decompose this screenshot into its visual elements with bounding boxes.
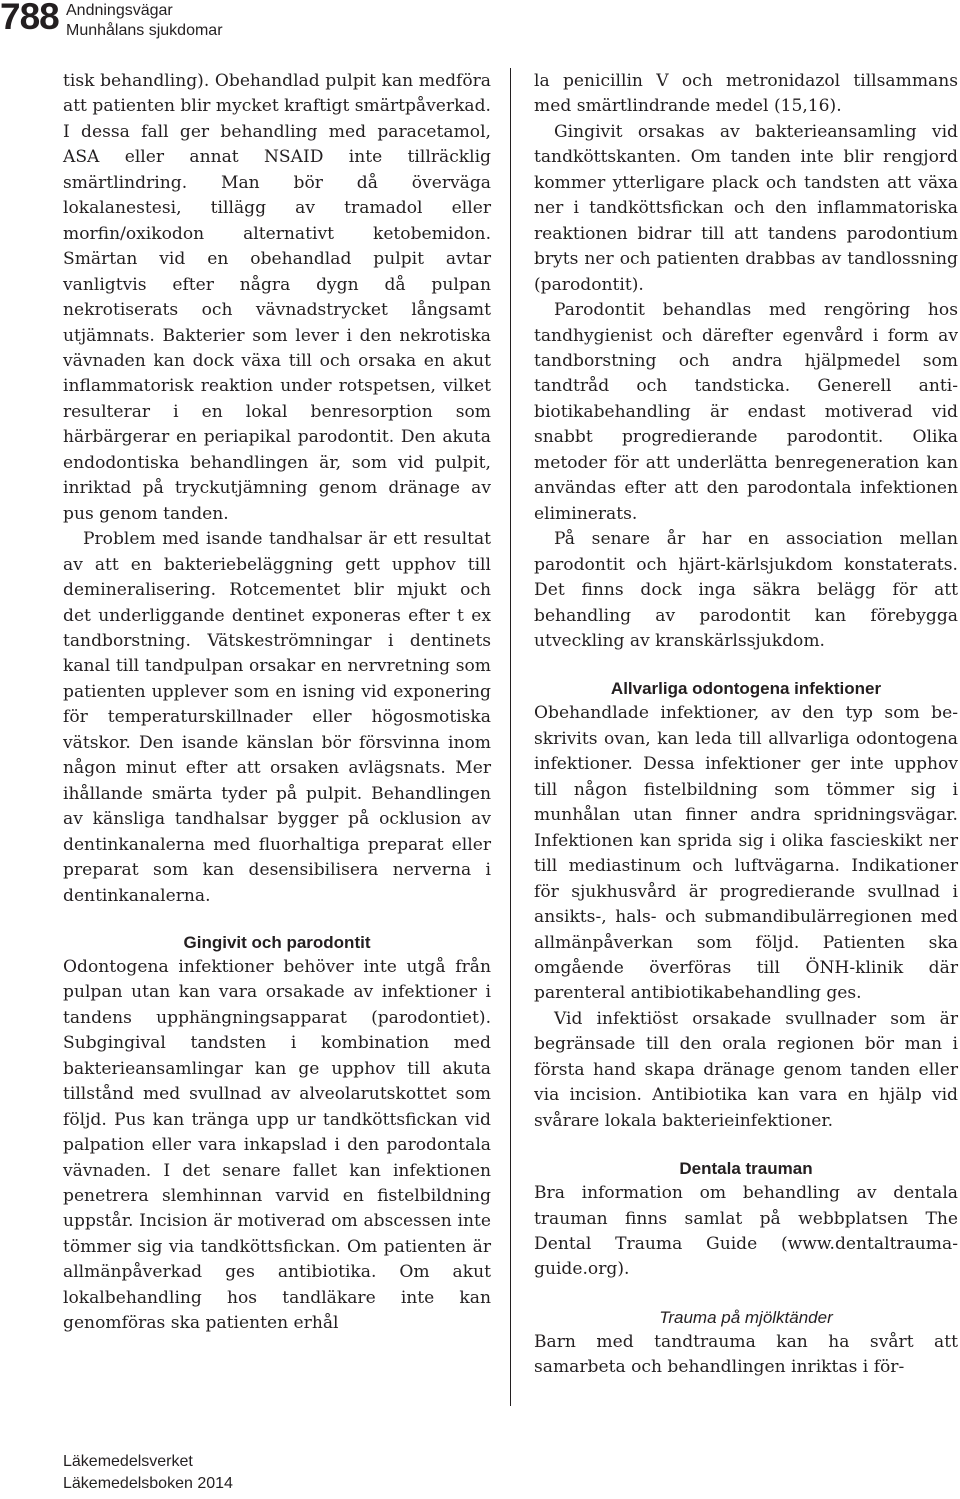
footer-publisher: Läkemedelsverket [63,1453,193,1470]
paragraph: tisk behandling). Obehandlad pulpit kan medföra att patienten blir mycket kraftigt smärtpåverkad. I dessa fall ger behandling med paracetamol, ASA eller annat NSAID inte tillräcklig smärtlindring. Man bör då överväga lokalanestesi, tillägg av tramadol eller morfin/oxikodon alternativt ketobemidon. Smärtan vid en obehandlad pulpit avtar vanligtvis efter några dygn då pulpan nekrotiserats och vävnadstrycket långsamt utjämnats. Bakterier som lever i den nekrotiska vävnaden kan dock växa till och orsaka en akut inflammatorisk reaktion under rotspetsen, vilket resulterar i en lokal benresorption som härbärgerar en periapikal parodontit. Den akuta endodontiska behandlingen är, som vid pulpit, inriktad på tryckutjämning genom dränage av pus genom tanden. [63,71,491,524]
page-header [0,0,960,46]
right-column [534,69,958,1381]
paragraph: Vid infektiöst orsakade svullnader som är begränsade till den orala regionen bör man i första hand skapa dränage genom tanden eller via incision. Antibiotika kan vara en hjälp vid svårare lokala bakterieinfektioner. [534,1008,958,1131]
left-column [63,69,491,1337]
paragraph: Odontogena infektioner behöver inte utgå från pulpan utan kan vara orsakade av infektioner i tandens upphängningsapparat (parodontiet). Subgingival tandsten i kombination med bakterieansamlingar kan ge upphov till akuta tillstånd med svullnad av alveolarutskottet som följd. Pus kan tränga upp ur tandköttsfickan vid palpation eller vara inkapslad i den parodontala vävnaden. I det senare fallet kan infektionen penetrera slemhinnan varvid en fistelbildning uppstår. Incision är motiverad om abscessen inte tömmer sig via tandköttsfickan. Om patienten är allmänpåverkad ges antibiotika. Om akut lokalbehandling hos tandläkare inte kan genomföras ska patienten erhål [63,956,491,1334]
paragraph: Problem med isande tandhalsar är ett resultat av att en bakteriebeläggning gett upphov till demineralisering. Rotcementet blir mjukt och det underliggande dentinet exponeras efter t ex tandborstning. Vätskeströmningar i dentinets kanal till tandpulpan orsakar en nervretning som patienten upplever som en isning vid exponering för temperaturskillnader eller högosmotiska vätskor. Den isande känslan bör försvinna inom någon minut efter att orsaken avlägsnats. Mer ihållande smärta tyder på pulpit. Behandlingen av känsliga tandhalsar bygger på ocklusion av dentinkanalerna med fluorhaltiga preparat eller preparat som kan desensibilisera nerverna i dentinkanalerna. [63,529,491,906]
paragraph: På senare år har en association mellan parodontit och hjärt-kärlsjukdom konstaterats. Det finns dock inga säkra belägg för att behandling av parodontit kan förebygga utveckling av kranskärlssjukdom. [534,529,958,651]
paragraph: Gingivit orsakas av bakterieansamling vid tandköttskanten. Om tanden inte blir rengjord kommer ytterligare plack och tandsten att växa ner i tandköttsfickan och den inflammatoriska reaktionen bidrar till att tandens parodontium bryts ner och patienten drabbas av tandlossning (parodontit). [534,121,958,295]
section-heading-dentala: Dentala trauman [679,1159,813,1179]
paragraph: la penicillin V och metronidazol tillsammans med smärtlindrande medel (15,16). [534,71,958,117]
section-heading-allvarliga: Allvarliga odontogena infektioner [610,679,882,699]
footer-book: Läkemedelsboken 2014 [63,1475,233,1492]
page-number: 788 [0,0,59,37]
paragraph: Parodontit behandlas med rengöring hos tandhygienist och därefter egenvård i form av tandborstning och andra hjälpmedel som tandtråd och tandsticka. Generell antibiotikabehandling är endast motiverad vid snabbt progredierande parodontit. Olika metoder för att underlätta benregeneration kan användas efter att den parodontala infektionen eliminerats. [534,300,958,524]
paragraph: Barn med tandtrauma kan ha svårt att samarbeta och behandlingen inriktas i för- [534,1331,958,1378]
subheading-mjolktander: Trauma på mjölktänder [659,1307,833,1327]
running-head [66,1,223,41]
section-heading-gingivit: Gingivit och parodontit [183,932,371,952]
paragraph: Obehandlade infektioner, av den typ som beskrivits ovan, kan leda till allvarliga odontogena infektioner. Dessa infektioner ger inte upphov till någon fistelbildning som tömmer sig i munhålan utan finner andra spridningsvägar. Infektionen kan sprida sig i olika fascieskikt ner till mediastinum och luftvägarna. Indikationer för sjukhusvård är progredierande svullnad i ansikts-, hals- och submandibulärregionen med allmänpåverkan som följd. Patienten ska omgående överföras till ÖNH-klinik där parenteral antibiotikabehandling ges. [534,703,958,1004]
paragraph: Bra information om behandling av dentala trauman finns samlat på webbplatsen The Dental Trauma Guide (www.dentaltraumaguide.org). [534,1183,958,1280]
section-title: Andningsvägar [66,2,173,19]
column-divider [510,68,511,1406]
page-footer [63,1451,233,1495]
chapter-title: Munhålans sjukdomar [66,22,223,39]
